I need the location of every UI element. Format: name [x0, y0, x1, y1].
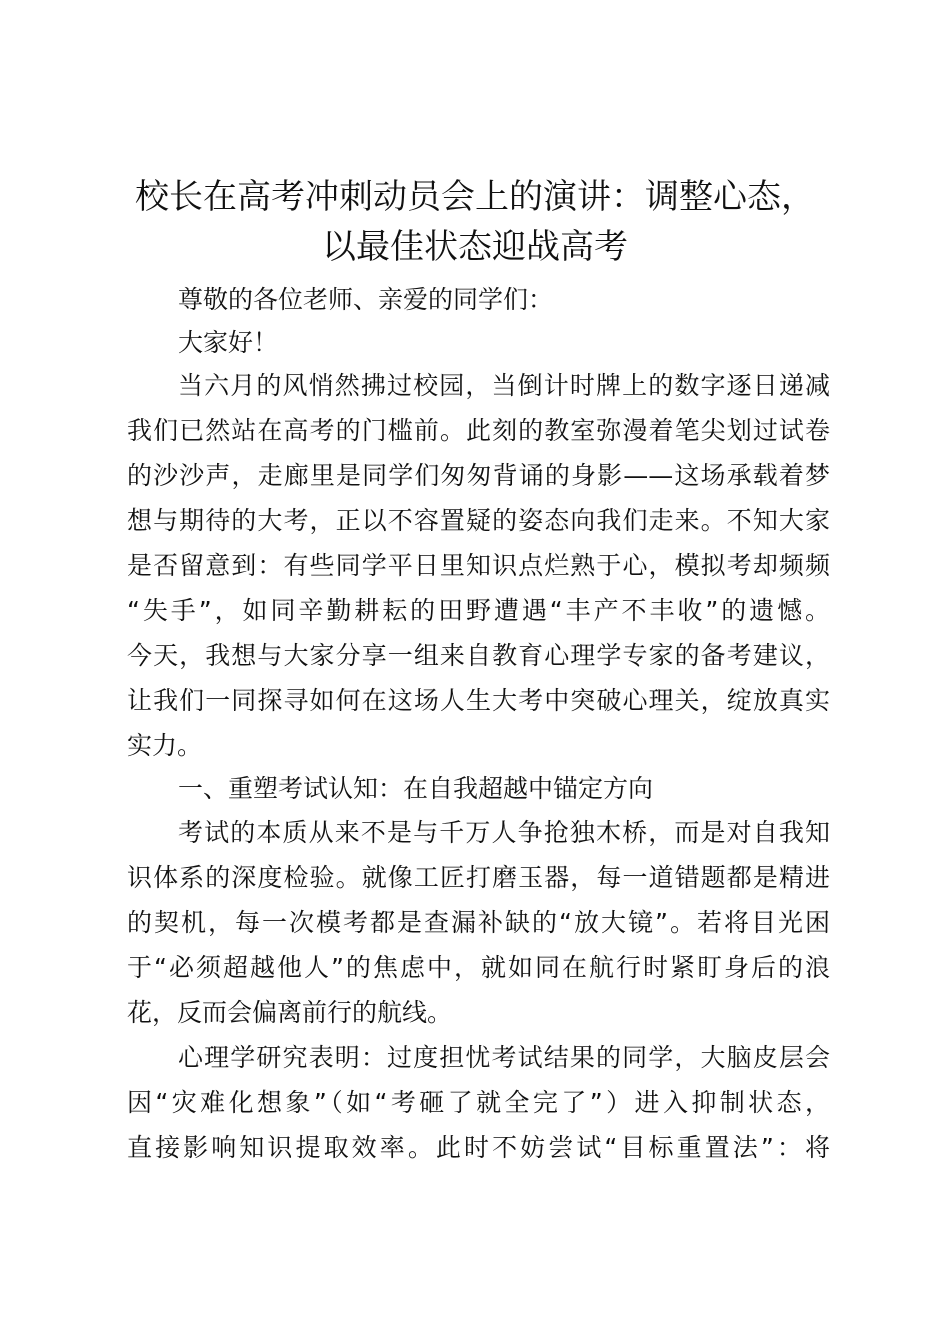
paragraph-1-line: 实力。: [127, 731, 203, 760]
paragraph-3-line: 心理学研究表明：过度担忧考试结果的同学，大脑皮层会: [178, 1043, 830, 1072]
paragraph-1-line: 当六月的风悄然拂过校园，当倒计时牌上的数字逐日递减: [178, 371, 830, 400]
greeting-line: 尊敬的各位老师、亲爱的同学们：: [178, 285, 554, 314]
paragraph-1-line: 我们已然站在高考的门槛前。此刻的教室弥漫着笔尖划过试卷: [127, 416, 830, 445]
paragraph-1-line: 想与期待的大考，正以不容置疑的姿态向我们走来。不知大家: [127, 506, 830, 535]
document-title-line-2: 以最佳状态迎战高考: [322, 227, 628, 267]
paragraph-1-line: 今天，我想与大家分享一组来自教育心理学专家的备考建议，: [127, 641, 830, 670]
paragraph-2-line: 花，反而会偏离前行的航线。: [127, 998, 453, 1027]
paragraph-2-line: 的契机，每一次模考都是查漏补缺的“放大镜”。若将目光困: [127, 908, 830, 937]
paragraph-1-line: 是否留意到：有些同学平日里知识点烂熟于心，模拟考却频频: [127, 551, 830, 580]
paragraph-3-line: 直接影响知识提取效率。此时不妨尝试“目标重置法”：将: [127, 1133, 830, 1162]
paragraph-2-line: 于“必须超越他人”的焦虑中，就如同在航行时紧盯身后的浪: [127, 953, 830, 982]
hello-line: 大家好！: [178, 328, 279, 357]
paragraph-1-line: 让我们一同探寻如何在这场人生大考中突破心理关，绽放真实: [127, 686, 830, 715]
paragraph-1-line: 的沙沙声，走廊里是同学们匆匆背诵的身影——这场承载着梦: [127, 461, 830, 490]
paragraph-2-line: 识体系的深度检验。就像工匠打磨玉器，每一道错题都是精进: [127, 863, 830, 892]
paragraph-1-line: “失手”，如同辛勤耕耘的田野遭遇“丰产不丰收”的遗憾。: [127, 596, 830, 625]
paragraph-2-line: 考试的本质从来不是与千万人争抢独木桥，而是对自我知: [178, 818, 830, 847]
paragraph-3-line: 因“灾难化想象”（如“考砸了就全完了”）进入抑制状态，: [127, 1088, 830, 1117]
section-1-heading: 一、重塑考试认知：在自我超越中锚定方向: [178, 774, 654, 803]
document-title-line-1: 校长在高考冲刺动员会上的演讲：调整心态，: [135, 177, 815, 217]
